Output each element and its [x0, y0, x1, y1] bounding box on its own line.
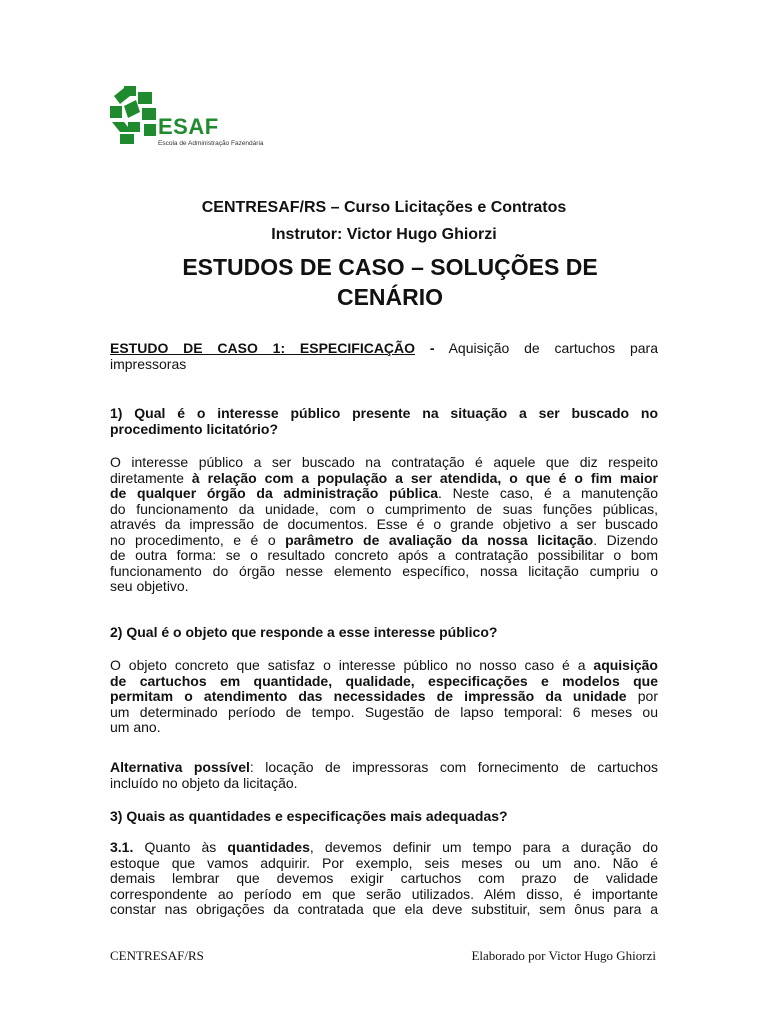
- p4-line: estoque que vamos adquirir. Por exemplo, seis meses ou um ano. Não é: [110, 854, 658, 871]
- bold-run: à relação com a população a ser atendida, o que é o fim maior: [191, 469, 658, 486]
- footer-right: Elaborado por Victor Hugo Ghiorzi: [471, 948, 656, 963]
- question-1: [110, 406, 658, 437]
- text-run: . Dizendo: [593, 531, 658, 548]
- answer-1-paragraph: [110, 455, 658, 595]
- bold-run: parâmetro de avaliação da nossa licitação: [285, 531, 594, 548]
- title-line-1: ESTUDOS DE CASO – SOLUÇÕES DE: [182, 254, 598, 280]
- answer-3-paragraph: [110, 840, 658, 918]
- question-1-line-1: 1) Qual é o interesse público presente na situação a ser buscado no: [110, 405, 658, 421]
- p2-line: um ano.: [110, 719, 161, 735]
- text-run: diretamente: [110, 469, 192, 486]
- p2-line: [110, 689, 658, 705]
- p1-line: O interesse público a ser buscado na contratação é aquele que diz respeito: [110, 454, 658, 470]
- p4-line: demais lembrar que devemos exigir cartuchos com prazo de validade: [110, 870, 658, 886]
- question-2: 2) Qual é o objeto que responde a esse interesse público?: [110, 624, 498, 640]
- p1-line: funcionamento do órgão nesse elemento específico, nossa licitação cumpriu o: [110, 562, 658, 579]
- p1-line: [110, 486, 658, 502]
- case-label: ESTUDO DE CASO 1: ESPECIFICAÇÃO: [110, 340, 416, 356]
- instructor-line: Instrutor: Victor Hugo Ghiorzi: [271, 226, 497, 243]
- logo-subtitle: Escola de Administração Fazendária: [158, 140, 264, 147]
- text-run: , devemos definir um tempo para a duração do: [309, 839, 658, 855]
- p4-line: [110, 840, 658, 856]
- case-description: Aquisição de cartuchos para: [448, 340, 658, 356]
- p1-line: de outra forma: se o resultado concreto após a contratação possibilitar o bom: [110, 547, 658, 563]
- bold-run: permitam o atendimento das necessidades de impressão da unidade: [110, 688, 627, 704]
- p1-line: seu objetivo.: [110, 578, 189, 594]
- bold-run: quantidades: [227, 839, 310, 855]
- case-heading: [110, 341, 658, 372]
- title-line-2: CENÁRIO: [336, 284, 444, 310]
- logo-name: ESAF: [158, 114, 219, 139]
- p4-line: constar nas obrigações da contratada que ela deve substituir, sem ônus para a: [110, 901, 658, 917]
- footer-left: CENTRESAF/RS: [110, 948, 204, 963]
- p2-line: um determinado período de tempo. Sugestão de lapso temporal: 6 meses ou: [110, 703, 658, 720]
- text-run: Quanto às: [133, 839, 228, 855]
- esaf-logo: [110, 86, 285, 156]
- p1-line: [110, 533, 658, 549]
- case-heading-line-1: [110, 341, 658, 357]
- esaf-logo-mark-icon: [110, 86, 158, 146]
- question-3: 3) Quais as quantidades e especificações mais adequadas?: [110, 808, 508, 824]
- case-dash: -: [429, 340, 435, 356]
- p2-line: [110, 658, 658, 674]
- p1-line: [110, 471, 658, 487]
- alternative-paragraph: [110, 760, 658, 791]
- text-run: por: [626, 688, 658, 704]
- p1-line: do funcionamento da unidade, com o cumprimento de suas funções públicas,: [110, 500, 658, 517]
- bold-run: 3.1.: [110, 839, 134, 855]
- p1-line: através da impressão de documentos. Esse é o grande objetivo a ser buscado: [110, 516, 658, 532]
- answer-2-paragraph: [110, 658, 658, 736]
- bold-run: Alternativa possível: [110, 759, 250, 775]
- p3-line: [110, 760, 658, 776]
- case-description-cont: impressoras: [110, 355, 187, 372]
- question-1-line-2: procedimento licitatório?: [110, 420, 279, 437]
- bold-run: de qualquer órgão da administração pública: [110, 485, 439, 501]
- page-title: [140, 252, 640, 312]
- p3-line: incluído no objeto da licitação.: [110, 774, 298, 791]
- text-run: no procedimento, e é o: [110, 531, 286, 548]
- text-run: O objeto concreto que satisfaz o interesse público no nosso caso é a: [110, 657, 594, 673]
- p2-line: de cartuchos em quantidade, qualidade, especificações e modelos que: [110, 672, 658, 689]
- p4-line: correspondente ao período em que serão utilizados. Além disso, é importante: [110, 885, 658, 902]
- text-run: . Neste caso, é a manutenção: [438, 485, 658, 501]
- bold-run: aquisição: [593, 657, 658, 673]
- text-run: : locação de impressoras com fornecimento de cartuchos: [249, 759, 658, 775]
- course-title: CENTRESAF/RS – Curso Licitações e Contratos: [201, 199, 567, 216]
